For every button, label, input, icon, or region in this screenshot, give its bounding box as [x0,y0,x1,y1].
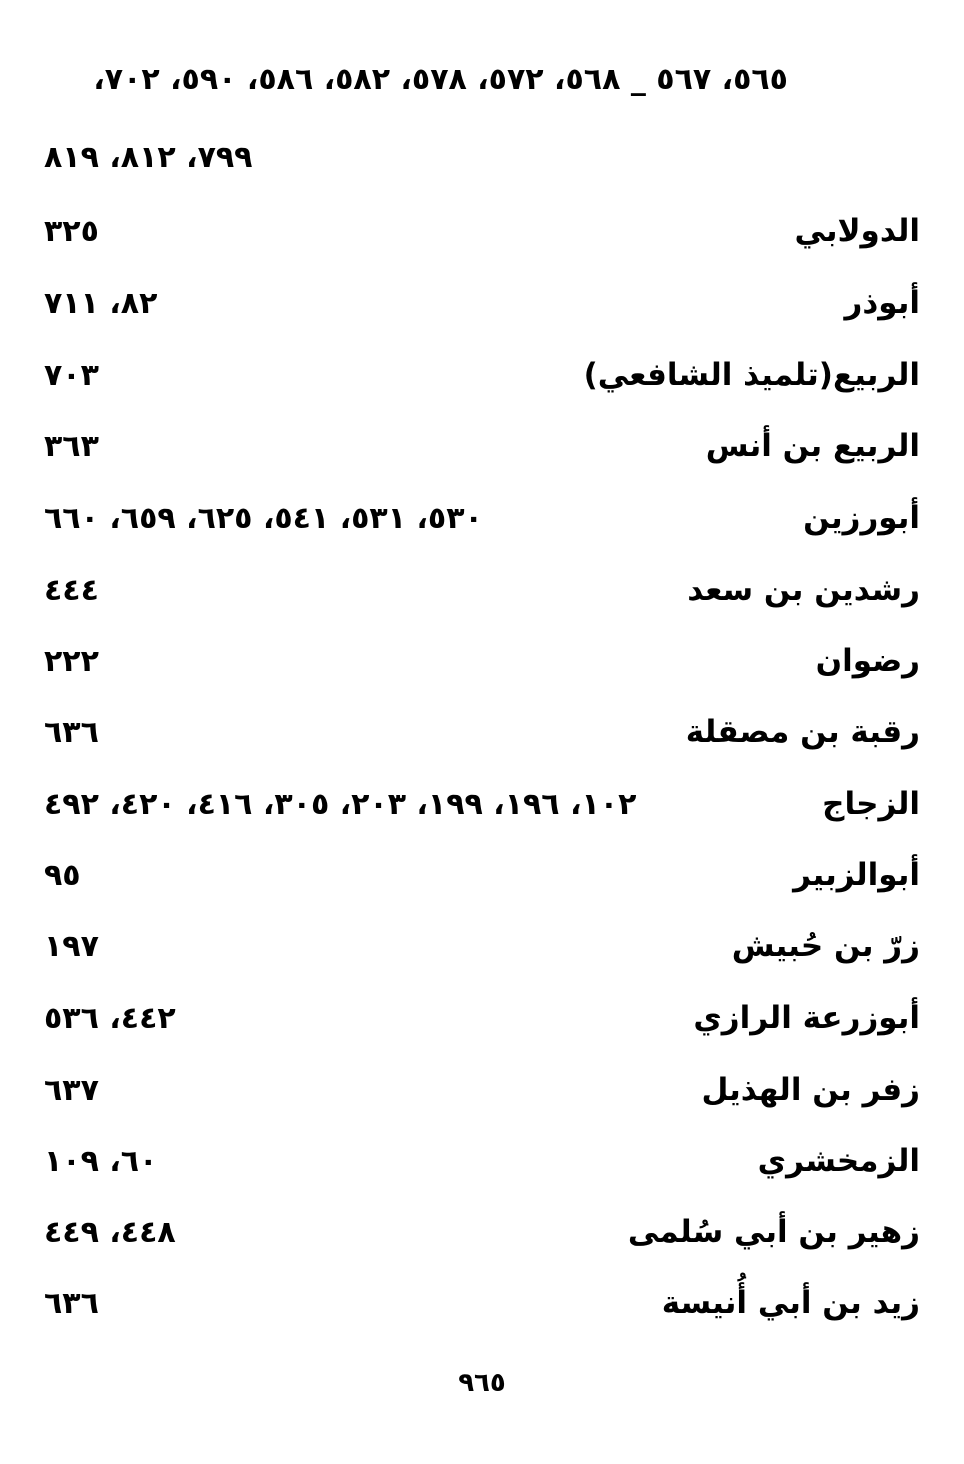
continuation-line-2: ٧٩٩، ٨١٢، ٨١٩ [44,140,253,175]
index-entry [44,205,920,257]
entry-name: أبورزين [803,500,920,536]
entry-pages: ٤٤٤ [44,572,99,608]
entry-name: رضوان [815,643,920,679]
entry-pages: ٦٣٦ [44,714,99,750]
index-entry [44,277,920,329]
entry-name: أبوذر [844,285,920,321]
index-entry [44,492,920,544]
entry-name: رشدين بن سعد [687,572,920,608]
page-number: ٩٦٥ [458,1368,506,1398]
entry-pages: ٣٦٣ [44,428,99,464]
entry-pages: ٥٣٠، ٥٣١، ٥٤١، ٦٢٥، ٦٥٩، ٦٦٠ [44,500,483,536]
entry-name: الزمخشري [757,1143,920,1179]
index-entry [44,778,920,830]
index-entry [44,920,920,972]
entry-name: الدولابي [794,213,920,249]
entry-name: رقبة بن مصقلة [685,714,920,750]
entry-pages: ١٠٢، ١٩٦، ١٩٩، ٢٠٣، ٣٠٥، ٤١٦، ٤٢٠، ٤٩٢ [44,786,637,822]
index-entry [44,420,920,472]
entry-pages: ٢٢٢ [44,643,99,679]
entry-pages: ٣٢٥ [44,213,99,249]
entry-pages: ٨٢، ٧١١ [44,285,158,321]
entry-name: الربيع بن أنس [705,428,920,464]
index-entry [44,349,920,401]
index-entry [44,1206,920,1258]
index-entry [44,564,920,616]
entry-name: أبوزرعة الرازي [693,1000,920,1036]
index-entry [44,849,920,901]
entry-name: الزجاج [822,786,920,822]
index-entry [44,706,920,758]
entry-pages: ٩٥ [44,857,81,893]
entry-pages: ٦٣٦ [44,1285,99,1321]
entry-name: زرّ بن حُبيش [731,928,920,964]
entry-pages: ٤٤٢، ٥٣٦ [44,1000,176,1036]
index-entry [44,1277,920,1329]
entry-name: أبوالزبير [793,857,920,893]
index-entry [44,1064,920,1116]
continuation-line-1: ٥٦٥، ٥٦٧ _ ٥٦٨، ٥٧٢، ٥٧٨، ٥٨٢، ٥٨٦، ٥٩٠، ٧٠٢، [93,62,788,97]
entry-pages: ٧٠٣ [44,357,99,393]
entry-name: الربيع(تلميذ الشافعي) [583,357,920,393]
entry-pages: ٦٠، ١٠٩ [44,1143,158,1179]
entry-pages: ٦٣٧ [44,1072,99,1108]
entry-name: زفر بن الهذيل [701,1072,920,1108]
index-entry [44,635,920,687]
entry-name: زهير بن أبي سُلمى [627,1214,920,1250]
index-entry [44,992,920,1044]
entry-pages: ٤٤٨، ٤٤٩ [44,1214,176,1250]
entry-pages: ١٩٧ [44,928,99,964]
index-entry [44,1135,920,1187]
entry-name: زيد بن أبي أُنيسة [661,1285,920,1321]
